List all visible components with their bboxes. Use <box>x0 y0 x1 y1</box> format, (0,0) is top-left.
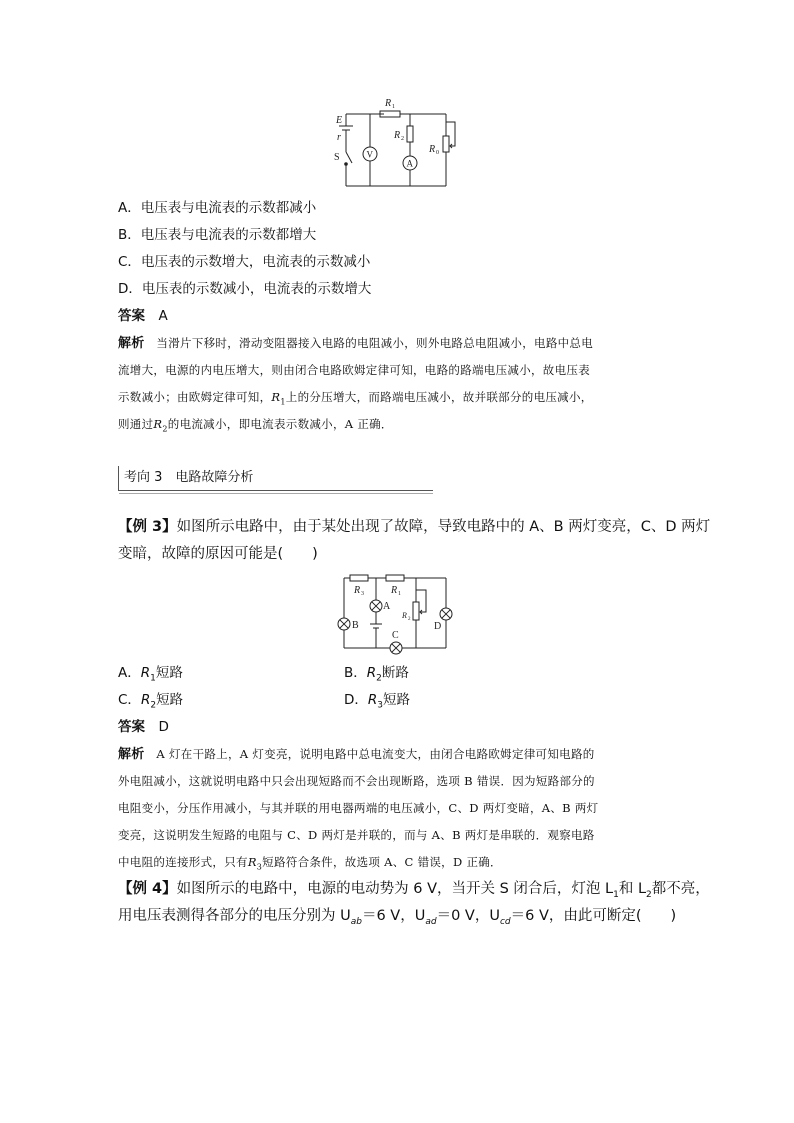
label-R0: R <box>429 144 436 155</box>
option-a: A．电压表与电流表的示数都减小 <box>118 200 317 216</box>
example-3-line-1: 【例 3】如图所示电路中，由于某处出现了故障，导致电路中的 A、B 两灯变亮，C、D 两灯 <box>118 519 711 535</box>
label-R1: R <box>385 98 392 109</box>
option-2-c: C．$R_2$短路 <box>118 692 184 711</box>
example-3-line-2: 变暗，故障的原因可能是( ) <box>118 546 318 562</box>
analysis-2-line-3: 电阻变小，分压作用减小，与其并联的用电器两端的电压减小，C、D 两灯变暗，A、B 两灯 <box>118 801 599 815</box>
option-d: D．电压表的示数减小，电流表的示数增大 <box>118 281 372 297</box>
lamp-D-label: D <box>434 621 442 632</box>
example-4-line-2: 用电压表测得各部分的电压分别为 $U_{ab}=6$ V，$U_{ad}=0$ V，$U_{cd}=6$ V，由此可断定( ) <box>118 908 677 927</box>
circuit-figure-2 <box>336 572 454 656</box>
voltmeter-label: V <box>366 149 373 160</box>
label-R1-fig2: R <box>391 585 398 596</box>
label-r: r <box>337 132 341 143</box>
ammeter-label: A <box>406 158 413 169</box>
label-E: E <box>336 115 343 126</box>
label-R0-sub: 0 <box>436 150 439 156</box>
label-R2-sub: 2 <box>401 136 404 142</box>
option-c: C．电压表的示数增大，电流表的示数减小 <box>118 254 371 270</box>
label-R2-fig2: R <box>402 611 407 620</box>
option-2-b: B．$R_2$断路 <box>344 665 409 684</box>
option-2-d: D．$R_3$短路 <box>344 692 411 711</box>
section-title: 考向 3 电路故障分析 <box>124 470 254 485</box>
analysis-1-line-4: 则通过$R_2$的电流减小，即电流表示数减小，A 正确． <box>118 417 393 434</box>
option-2-a: A．$R_1$短路 <box>118 665 183 684</box>
label-R2: R <box>394 130 401 141</box>
lamp-C-label: C <box>392 630 399 641</box>
analysis-2-line-5: 中电阻的连接形式，只有$R_3$短路符合条件，故选项 A、C 错误，D 正确． <box>118 855 502 872</box>
circuit-figure-1 <box>330 92 470 192</box>
lamp-A-label: A <box>383 601 391 612</box>
label-R3: R <box>354 585 361 596</box>
label-R2-sub-fig2: 2 <box>408 617 411 622</box>
analysis-1-line-1: 解析 当滑片下移时，滑动变阻器接入电路的电阻减小，则外电路总电阻减小，电路中总电 <box>118 336 594 351</box>
analysis-1-line-3: 示数减小；由欧姆定律可知，$R_1$上的分压增大，而路端电压减小，故并联部分的电压减小， <box>118 390 593 407</box>
answer-1: 答案 A <box>118 308 168 324</box>
label-R1-sub: 1 <box>392 104 395 110</box>
analysis-2-line-1: 解析 A 灯在干路上，A 灯变亮，说明电路中总电流变大，由闭合电路欧姆定律可知电路的 <box>118 747 595 762</box>
example-4-line-1: 【例 4】如图所示的电路中，电源的电动势为 6 V，当开关 S 闭合后，灯泡 $L_1$和 $L_2$都不亮， <box>118 881 710 900</box>
analysis-2-line-4: 变亮，这说明发生短路的电阻与 C、D 两灯是并联的，而与 A、B 两灯是串联的．观察电路 <box>118 828 595 842</box>
analysis-2-line-2: 外电阻减小，这就说明电路中只会出现短路而不会出现断路，选项 B 错误．因为短路部分的 <box>118 774 595 788</box>
label-S: S <box>334 152 340 163</box>
analysis-1-line-2: 流增大，电源的内电压增大，则由闭合电路欧姆定律可知，电路的路端电压减小，故电压表 <box>118 363 590 377</box>
option-b: B．电压表与电流表的示数都增大 <box>118 227 317 243</box>
answer-2: 答案 D <box>118 719 169 735</box>
lamp-B-label: B <box>352 620 359 631</box>
label-R1-sub-fig2: 1 <box>398 591 401 597</box>
label-R3-sub: 3 <box>361 591 364 597</box>
